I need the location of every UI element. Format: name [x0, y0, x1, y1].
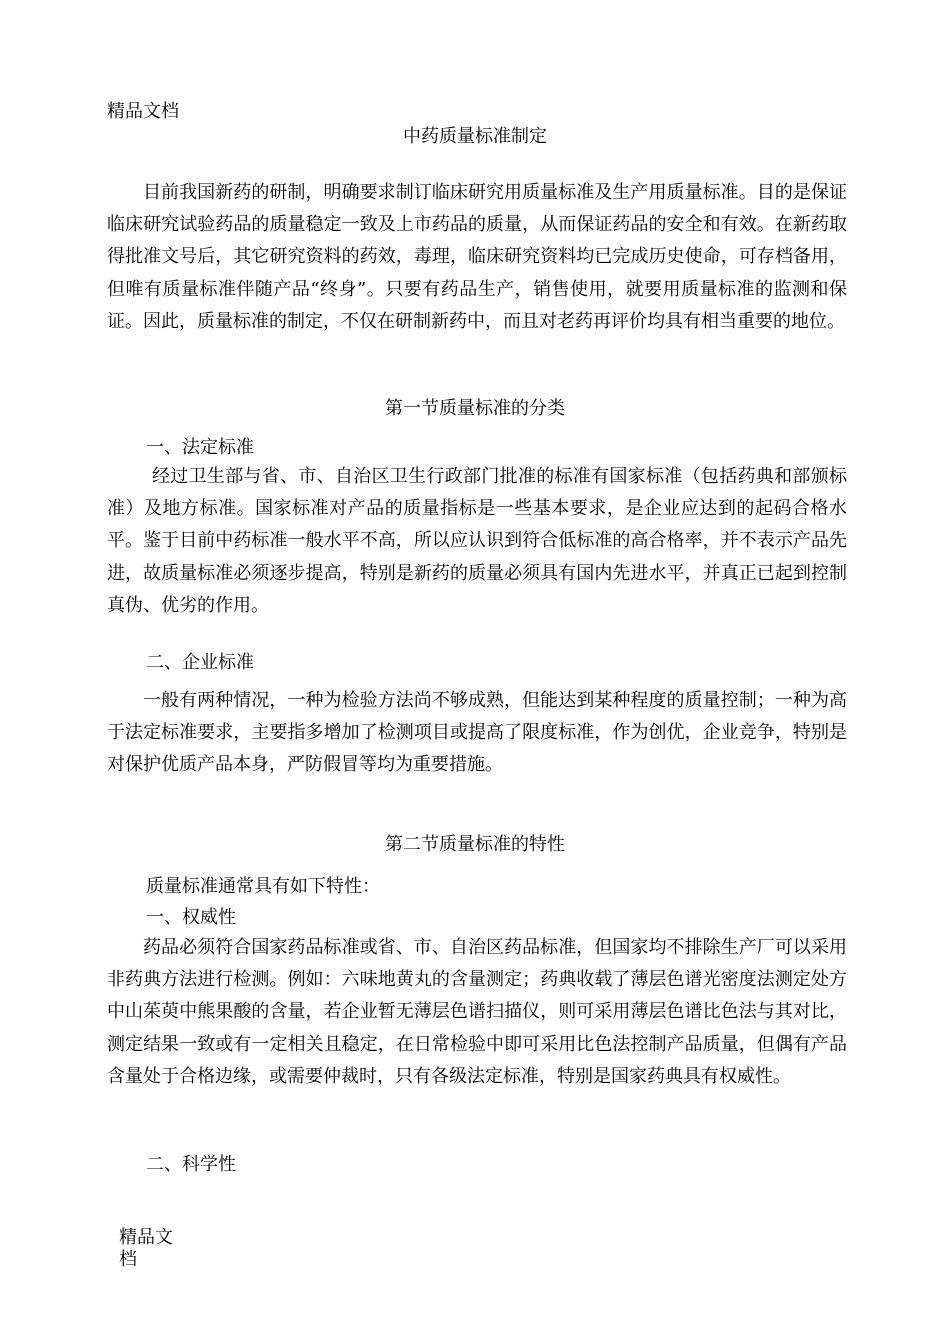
section-2-lead: 质量标准通常具有如下特性：: [146, 876, 380, 897]
document-title: 中药质量标准制定: [403, 126, 547, 147]
section-1-item-2-paragraph: 一般有两种情况，一种为检验方法尚不够成熟，但能达到某种程度的质量控制；一种为高于法定标准要求，主要指多增加了检测项目或提高了限度标准，作为创优，企业竞争，特别是对保护优质产品本身，严防假冒等均为重要措施。: [107, 690, 847, 776]
section-2-item-1-heading: 一、权威性: [146, 907, 236, 928]
header-watermark: 精品文档: [107, 101, 179, 122]
section-1-title: 第一节质量标准的分类: [385, 398, 565, 419]
section-2-item-1-paragraph: 药品必须符合国家药品标准或省、市、自治区药品标准，但国家均不排除生产厂可以采用非药典方法进行检测。例如：六味地黄丸的含量测定；药典收载了薄层色谱光密度法测定处方中山茱萸中熊果酸的含量，若企业暂无薄层色谱扫描仪，则可采用薄层色谱比色法与其对比，测定结果一致或有一定相关且稳定，在日常检验中即可采用比色法控制产品质量，但偶有产品含量处于合格边缘，或需要仲裁时，只有各级法定标准，特别是国家药典具有权威性。: [107, 937, 847, 1087]
footer-watermark: 精品文档: [119, 1227, 173, 1270]
section-2-title: 第二节质量标准的特性: [385, 834, 565, 855]
section-1-item-1-heading: 一、法定标准: [146, 437, 254, 458]
section-2-item-2-heading: 二、科学性: [146, 1154, 236, 1175]
section-1-item-2-heading: 二、企业标准: [146, 652, 254, 673]
intro-paragraph: 目前我国新药的研制，明确要求制订临床研究用质量标准及生产用质量标准。目的是保证临床研究试验药品的质量稳定一致及上市药品的质量，从而保证药品的安全和有效。在新药取得批准文号后，其它研究资料的药效，毒理，临床研究资料均已完成历史使命，可存档备用，但唯有质量标准伴随产品“终身”。只要有药品生产，销售使用，就要用质量标准的监测和保证。因此，质量标准的制定，不仅在研制新药中，而且对老药再评价均具有相当重要的地位。: [107, 182, 847, 332]
section-1-item-1-paragraph: 经过卫生部与省、市、自治区卫生行政部门批准的标准有国家标准（包括药典和部颁标准）及地方标准。国家标准对产品的质量指标是一些基本要求，是企业应达到的起码合格水平。鉴于目前中药标准一般水平不高，所以应认识到符合低标准的高合格率，并不表示产品先进，故质量标准必须逐步提高，特别是新药的质量必须具有国内先进水平，并真正已起到控制真伪、优劣的作用。: [107, 466, 847, 616]
